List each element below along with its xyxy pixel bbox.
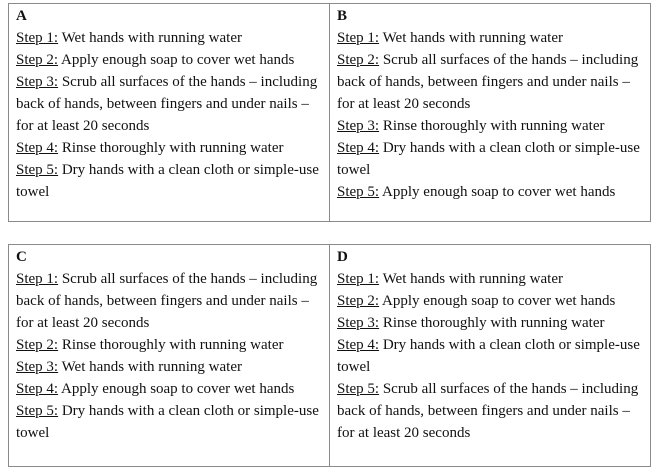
step-text: Dry hands with a clean cloth or simple-use towel	[16, 403, 319, 441]
step-item	[16, 356, 325, 378]
options-table-top	[8, 3, 651, 222]
step-label: Step 1:	[337, 271, 380, 287]
step-text: Apply enough soap to cover wet hands	[382, 293, 616, 309]
step-item	[337, 27, 646, 49]
step-label: Step 5:	[337, 381, 380, 397]
step-label: Step 3:	[337, 315, 380, 331]
step-label: Step 3:	[16, 359, 59, 375]
step-label: Step 4:	[16, 140, 59, 156]
step-label: Step 3:	[337, 118, 380, 134]
step-label: Step 1:	[16, 271, 59, 287]
step-item	[16, 137, 325, 159]
option-b-cell	[330, 4, 650, 221]
option-letter: C	[16, 249, 27, 265]
step-label: Step 1:	[16, 30, 59, 46]
step-item	[16, 268, 325, 334]
step-text: Dry hands with a clean cloth or simple-use towel	[337, 140, 640, 178]
step-text: Rinse thoroughly with running water	[61, 337, 284, 353]
option-c-cell	[9, 245, 330, 466]
step-text: Apply enough soap to cover wet hands	[61, 381, 295, 397]
step-text: Rinse thoroughly with running water	[382, 315, 605, 331]
step-item	[16, 159, 325, 203]
step-text: Apply enough soap to cover wet hands	[61, 52, 295, 68]
step-item	[337, 49, 646, 115]
step-text: Dry hands with a clean cloth or simple-use towel	[337, 337, 640, 375]
step-text: Wet hands with running water	[382, 271, 563, 287]
step-text: Scrub all surfaces of the hands – including back of hands, between fingers and under nails – for at least 20 seconds	[337, 52, 639, 112]
step-text: Dry hands with a clean cloth or simple-use towel	[16, 162, 319, 200]
step-label: Step 4:	[337, 140, 380, 156]
step-text: Wet hands with running water	[61, 359, 242, 375]
step-item	[337, 181, 646, 203]
step-item	[337, 378, 646, 444]
step-text: Scrub all surfaces of the hands – including back of hands, between fingers and under nails – for at least 20 seconds	[16, 74, 318, 134]
step-label: Step 3:	[16, 74, 59, 90]
step-label: Step 4:	[16, 381, 59, 397]
step-label: Step 1:	[337, 30, 380, 46]
step-text: Wet hands with running water	[61, 30, 242, 46]
step-item	[16, 27, 325, 49]
step-item	[337, 312, 646, 334]
step-item	[337, 137, 646, 181]
step-text: Apply enough soap to cover wet hands	[382, 184, 616, 200]
step-label: Step 2:	[337, 52, 380, 68]
option-d-cell	[330, 245, 650, 466]
step-item	[337, 290, 646, 312]
step-text: Rinse thoroughly with running water	[382, 118, 605, 134]
step-label: Step 2:	[337, 293, 380, 309]
step-label: Step 4:	[337, 337, 380, 353]
option-a-cell	[9, 4, 330, 221]
step-text: Wet hands with running water	[382, 30, 563, 46]
step-label: Step 5:	[337, 184, 380, 200]
step-item	[337, 268, 646, 290]
option-letter: D	[337, 249, 348, 265]
options-table-bottom	[8, 244, 651, 467]
step-text: Scrub all surfaces of the hands – including back of hands, between fingers and under nails – for at least 20 seconds	[16, 271, 318, 331]
step-label: Step 2:	[16, 52, 59, 68]
step-item	[16, 378, 325, 400]
step-item	[16, 49, 325, 71]
step-item	[16, 400, 325, 444]
step-text: Scrub all surfaces of the hands – including back of hands, between fingers and under nails – for at least 20 seconds	[337, 381, 639, 441]
step-item	[337, 115, 646, 137]
option-letter: B	[337, 8, 348, 24]
step-item	[337, 334, 646, 378]
step-label: Step 2:	[16, 337, 59, 353]
step-label: Step 5:	[16, 403, 59, 419]
step-item	[16, 334, 325, 356]
step-label: Step 5:	[16, 162, 59, 178]
option-letter: A	[16, 8, 27, 24]
step-text: Rinse thoroughly with running water	[61, 140, 284, 156]
step-item	[16, 71, 325, 137]
